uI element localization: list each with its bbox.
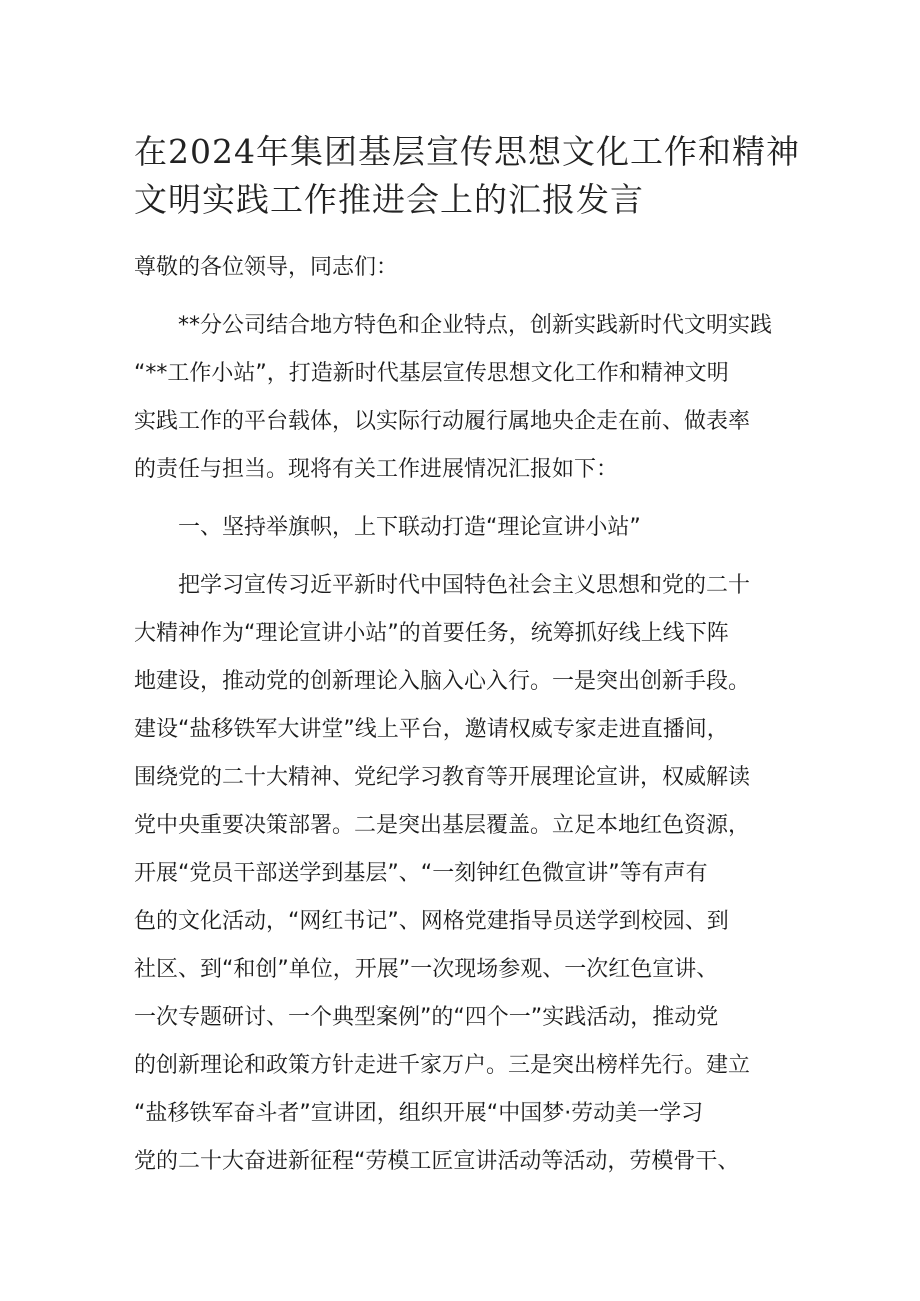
text-line: 的责任与担当。现将有关工作进展情况汇报如下： bbox=[134, 457, 619, 482]
text-line: 色的文化活动，“网红书记”、网格党建指导员送学到校园、到 bbox=[134, 909, 729, 934]
text-line: 社区、到“和创”单位，开展”一次现场参观、一次红色宣讲、 bbox=[134, 957, 719, 982]
text-line: 一次专题研讨、一个典型案例”的“四个一”实践活动，推动党 bbox=[134, 1005, 719, 1030]
text-line: 大精神作为“理论宣讲小站”的首要任务，统筹抓好线上线下阵 bbox=[134, 621, 729, 646]
text-line: 实践工作的平台载体，以实际行动履行属地央企走在前、做表率 bbox=[134, 409, 751, 434]
title-line: 在2024年集团基层宣传思想文化工作和精神 bbox=[134, 132, 800, 171]
text-line: 党中央重要决策部署。二是突出基层覆盖。立足本地红色资源， bbox=[134, 813, 751, 838]
text-line: 建设“盐移铁军大讲堂”线上平台，邀请权威专家走进直播间， bbox=[134, 717, 729, 742]
text-line: 把学习宣传习近平新时代中国特色社会主义思想和党的二十 bbox=[134, 573, 751, 598]
text-line: “**工作小站”，打造新时代基层宣传思想文化工作和精神文明 bbox=[134, 361, 729, 386]
text-line: 地建设，推动党的创新理论入脑入心入行。一是突出创新手段。 bbox=[134, 669, 751, 694]
section-heading-text: 一、坚持举旗帜，上下联动打造“理论宣讲小站” bbox=[134, 515, 641, 540]
text-line: 党的二十大奋进新征程“劳模工匠宣讲活动等活动，劳模骨干、 bbox=[134, 1149, 740, 1174]
section-heading bbox=[134, 504, 794, 552]
text-line: 开展“党员干部送学到基层”、“一刻钟红色微宣讲”等有声有 bbox=[134, 861, 708, 886]
text-line: “盐移铁军奋斗者”宣讲团，组织开展“中国梦·劳动美一学习 bbox=[134, 1101, 704, 1126]
document-title bbox=[134, 128, 800, 224]
salutation: 尊敬的各位领导，同志们： bbox=[134, 255, 399, 280]
text-line: 围绕党的二十大精神、党纪学习教育等开展理论宣讲，权威解读 bbox=[134, 765, 751, 790]
title-line: 文明实践工作推进会上的汇报发言 bbox=[134, 180, 644, 219]
section-body-paragraph bbox=[134, 562, 794, 1186]
text-line: 的创新理论和政策方针走进千家万户。三是突出榜样先行。建立 bbox=[134, 1053, 751, 1078]
intro-paragraph bbox=[134, 302, 794, 494]
text-line: **分公司结合地方特色和企业特点，创新实践新时代文明实践 bbox=[134, 313, 773, 338]
